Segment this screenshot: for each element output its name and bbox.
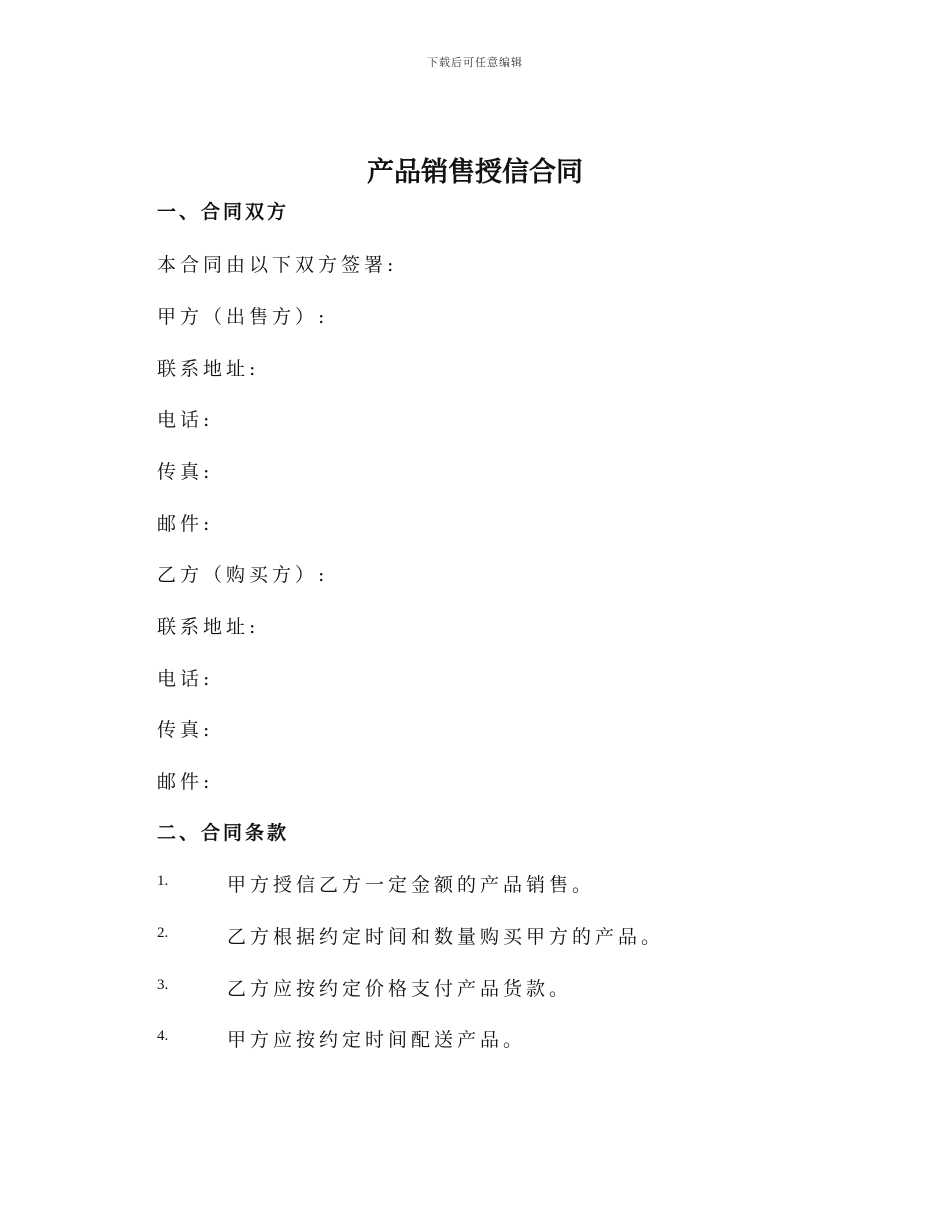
clause-number: 1. [157, 873, 169, 889]
party-b-phone: 电话: [157, 668, 214, 690]
party-b-email: 邮件: [157, 771, 214, 793]
party-b-label: 乙方（购买方）: [157, 564, 329, 586]
section-heading-parties: 一、合同双方 [157, 201, 290, 223]
clause-text: 乙方根据约定时间和数量购买甲方的产品。 [227, 926, 665, 948]
download-note: 下载后可任意编辑 [427, 56, 523, 69]
clause-text: 乙方应按约定价格支付产品货款。 [227, 978, 573, 1000]
clause-text: 甲方授信乙方一定金额的产品销售。 [227, 874, 596, 896]
party-a-label: 甲方（出售方）: [157, 306, 329, 328]
section-heading-terms: 二、合同条款 [157, 822, 290, 844]
party-a-phone: 电话: [157, 409, 214, 431]
clause-text: 甲方应按约定时间配送产品。 [227, 1029, 527, 1051]
clause-number: 3. [157, 977, 169, 993]
party-b-address: 联系地址: [157, 616, 260, 638]
intro-line: 本合同由以下双方签署: [157, 254, 398, 276]
document-title: 产品销售授信合同 [367, 157, 583, 188]
party-b-fax: 传真: [157, 719, 214, 741]
clause-number: 2. [157, 925, 169, 941]
party-a-address: 联系地址: [157, 358, 260, 380]
party-a-fax: 传真: [157, 461, 214, 483]
clause-number: 4. [157, 1028, 169, 1044]
party-a-email: 邮件: [157, 513, 214, 535]
